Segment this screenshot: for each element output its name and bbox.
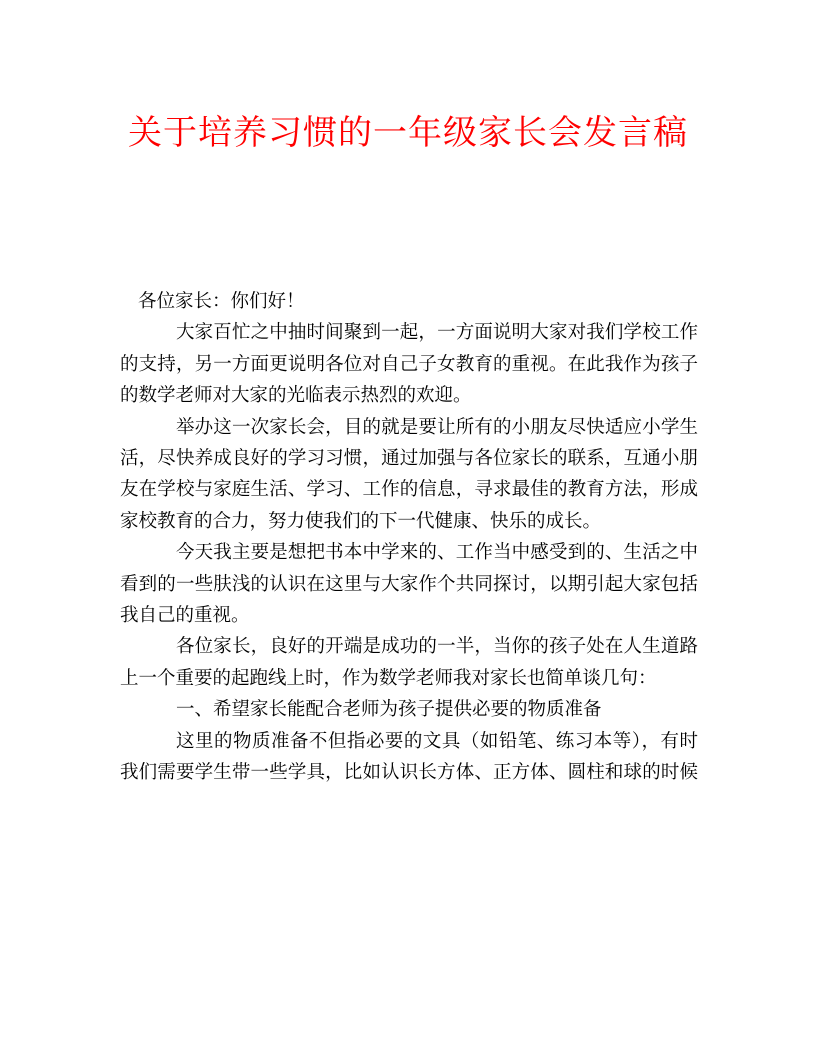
paragraph-line: 今天我主要是想把书本中学来的、工作当中感受到的、生活之中: [176, 542, 698, 564]
paragraph-line: 这里的物质准备不但指必要的文具（如铅笔、练习本等），有时: [176, 730, 698, 752]
document-title: 关于培养习惯的一年级家长会发言稿: [128, 113, 688, 153]
paragraph-line: 各位家长，良好的开端是成功的一半，当你的孩子处在人生道路: [176, 636, 698, 658]
paragraph-6: [120, 726, 698, 789]
paragraph-line: 一、希望家长能配合老师为孩子提供必要的物质准备: [176, 699, 602, 721]
paragraph-2: [120, 412, 698, 538]
greeting-line: 各位家长：你们好！: [138, 291, 305, 312]
paragraph-line: 上一个重要的起跑线上时，作为数学老师我对家长也简单谈几句：: [120, 667, 657, 689]
paragraph-line: 举办这一次家长会，目的就是要让所有的小朋友尽快适应小学生: [176, 416, 698, 438]
paragraph-line: 家校教育的合力，努力使我们的下一代健康、快乐的成长。: [120, 510, 602, 532]
paragraph-1: [120, 317, 698, 411]
paragraph-line: 我们需要学生带一些学具，比如认识长方体、正方体、圆柱和球的时候: [120, 762, 698, 784]
document-body: [120, 286, 698, 789]
section-heading-1: [120, 694, 698, 725]
paragraph-line: 的支持，另一方面更说明各位对自己子女教育的重视。在此我作为孩子: [120, 353, 698, 375]
paragraph-4: [120, 631, 698, 694]
paragraph-line: 看到的一些肤浅的认识在这里与大家作个共同探讨，以期引起大家包括: [120, 573, 698, 595]
paragraph-line: 我自己的重视。: [120, 605, 250, 627]
paragraph-line: 大家百忙之中抽时间聚到一起，一方面说明大家对我们学校工作: [176, 322, 698, 344]
paragraph-line: 友在学校与家庭生活、学习、工作的信息，寻求最佳的教育方法，形成: [120, 479, 698, 501]
paragraph-line: 活，尽快养成良好的学习习惯，通过加强与各位家长的联系，互通小朋: [120, 448, 698, 470]
paragraph-3: [120, 537, 698, 631]
paragraph-line: 的数学老师对大家的光临表示热烈的欢迎。: [120, 385, 472, 407]
